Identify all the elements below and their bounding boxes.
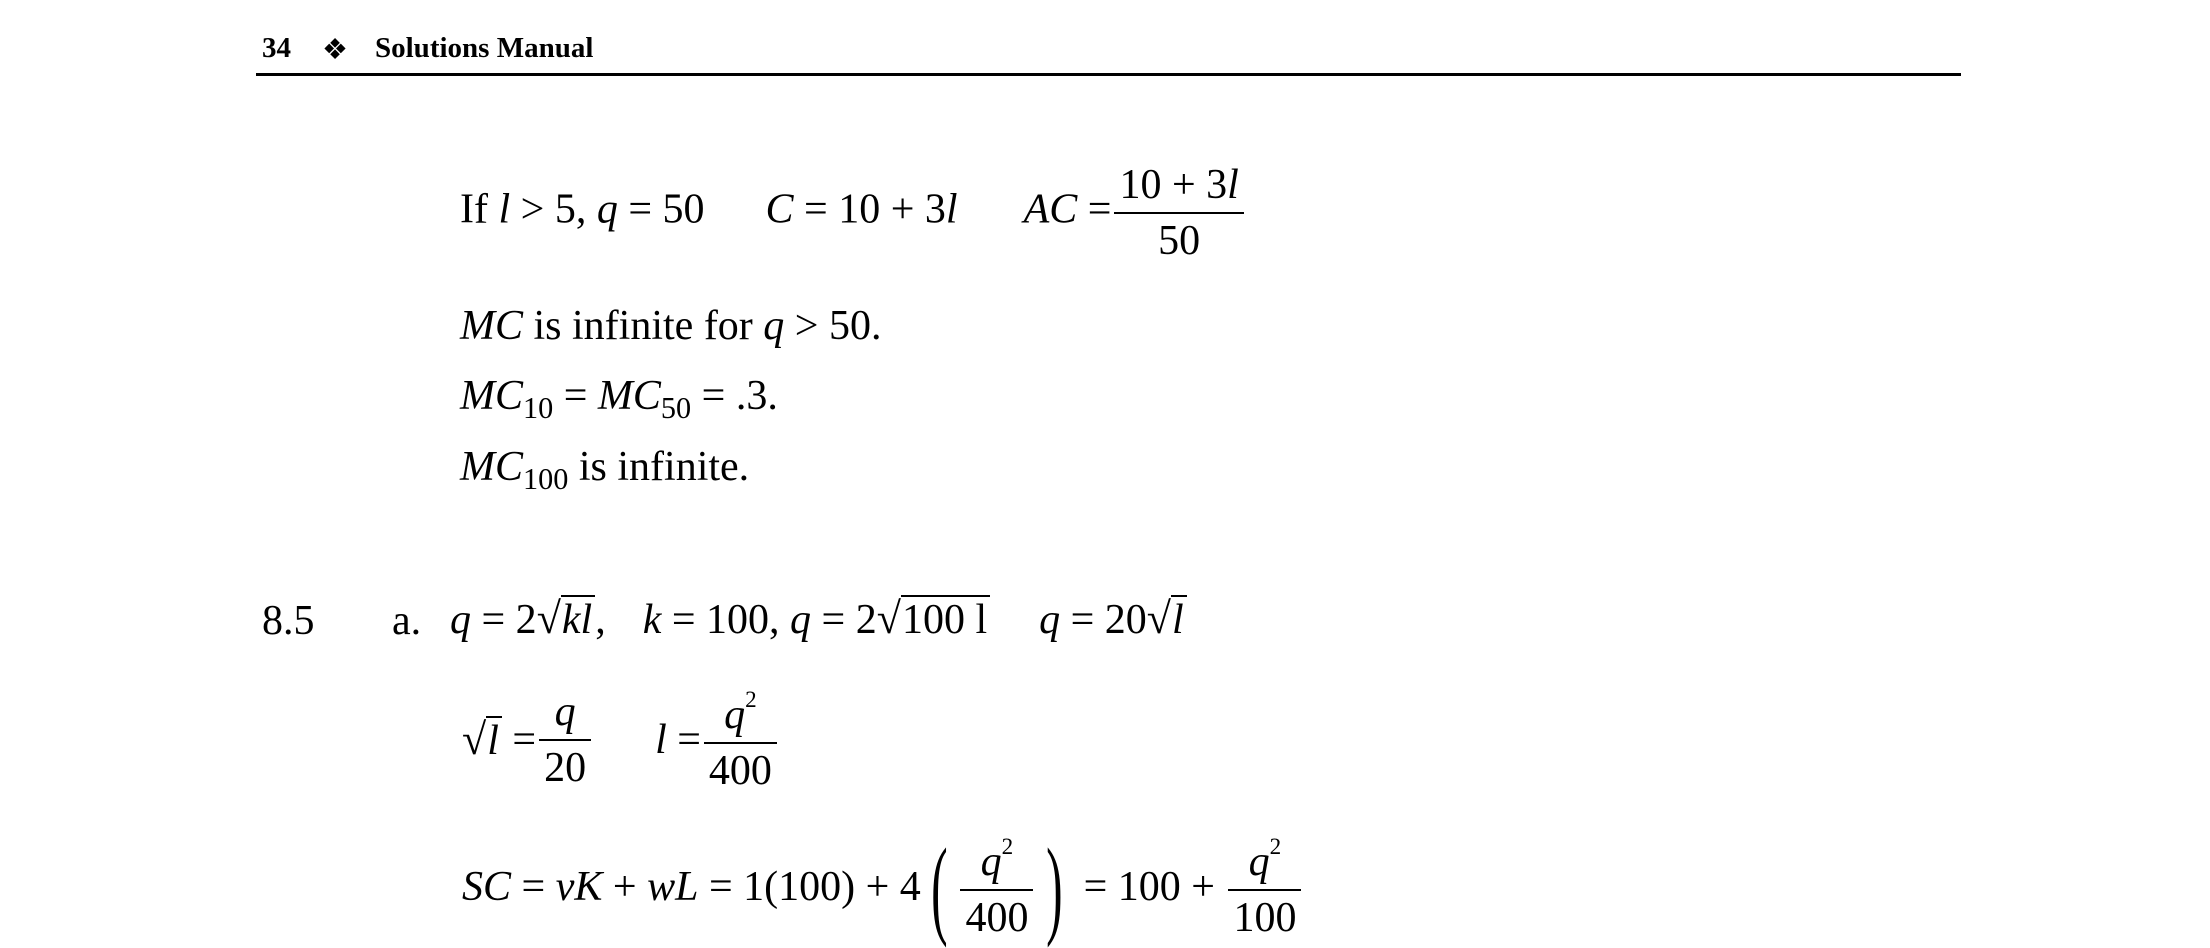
production-function-line <box>450 594 1187 643</box>
fraction-q2-400 <box>704 688 777 792</box>
sc-q-base-1: q <box>980 838 1002 885</box>
var-C: C <box>765 186 794 233</box>
var-SC: SC <box>462 864 512 910</box>
header-separator-icon: ❖ <box>322 34 348 66</box>
frac-400-den: 400 <box>708 747 772 794</box>
sqrt-l-lhs: √l <box>462 718 502 762</box>
eq-50: = 50 <box>617 186 705 233</box>
mc-equal-line <box>460 373 778 426</box>
var-K: K <box>574 864 603 910</box>
k-eq: = 100, <box>661 597 791 643</box>
var-l-solve: l <box>655 716 667 763</box>
sc-q-exp-2: 2 <box>1269 833 1282 860</box>
ac-eq: = <box>1077 186 1112 233</box>
var-v: v <box>555 864 575 910</box>
sc-frac2-num <box>1228 835 1301 891</box>
mc-tail: > 50. <box>784 303 882 349</box>
radicand-100l: 100 l <box>901 595 990 643</box>
fraction-q-20 <box>539 688 591 791</box>
var-MC-100: MC <box>460 444 523 490</box>
var-L: L <box>675 864 699 910</box>
var-q-3: q <box>1039 597 1061 643</box>
ac-num-text: 10 + 3 <box>1119 162 1228 208</box>
running-title: Solutions Manual <box>375 32 594 64</box>
mc-infinite-line <box>460 305 881 347</box>
sub-10: 10 <box>523 391 554 426</box>
mc-100-tail: is infinite. <box>568 444 750 490</box>
sc-plus: + <box>602 864 648 910</box>
comma: , <box>595 597 606 643</box>
sc-frac1-den: 400 <box>965 894 1029 941</box>
var-w: w <box>647 864 676 910</box>
sc-rhs: = 1(100) + 4 <box>698 864 921 910</box>
sc-eq: = <box>511 864 556 910</box>
eq-b: = <box>666 716 701 763</box>
problem-number: 8.5 <box>262 598 315 644</box>
sc-q-exp-1: 2 <box>1001 833 1014 860</box>
var-l: l <box>498 186 511 233</box>
mc-100-line <box>460 444 750 497</box>
sc-frac2-den: 100 <box>1233 894 1297 941</box>
sub-50: 50 <box>660 391 692 426</box>
var-q-mc: q <box>763 303 785 349</box>
var-AC: AC <box>1023 186 1078 233</box>
frac-q2-num <box>704 688 777 744</box>
cost-rhs: = 10 + 3 <box>793 186 946 233</box>
mc-text: is infinite for <box>523 303 764 349</box>
short-run-cost-line <box>462 826 1304 948</box>
var-q-1: q <box>450 597 471 643</box>
frac-q-num: q <box>539 691 591 741</box>
mc-eq-tail: = .3. <box>691 373 778 419</box>
mc-eq: = <box>553 373 598 419</box>
radicand-kl: kl <box>561 595 595 643</box>
if-text: If <box>460 186 499 233</box>
header-rule <box>256 73 1961 76</box>
frac-20-den: 20 <box>544 744 587 791</box>
ac-denominator: 50 <box>1158 218 1201 264</box>
radicand-l-lhs: l <box>486 716 502 764</box>
labor-solution-line <box>462 688 780 792</box>
var-q-2: q <box>790 597 812 643</box>
var-q: q <box>596 186 618 233</box>
sqrt-l: √l <box>1147 597 1187 641</box>
var-MC-10: MC <box>460 373 523 419</box>
q-squared-exp: 2 <box>745 686 757 712</box>
var-l-cost: l <box>945 186 958 233</box>
left-paren: ( <box>930 826 948 948</box>
ac-fraction <box>1114 164 1243 262</box>
sc-frac1-num <box>960 835 1033 891</box>
gt-5: > 5, <box>510 186 597 233</box>
part-label: a. <box>392 598 422 644</box>
eq-2-b: = 2 <box>811 597 877 643</box>
fraction-q2-400-sc <box>960 835 1033 939</box>
ac-numerator <box>1114 164 1243 214</box>
sc-q-base-2: q <box>1248 838 1270 885</box>
var-MC: MC <box>460 303 523 349</box>
sqrt-kl: √kl <box>537 597 596 641</box>
right-paren: ) <box>1046 826 1064 948</box>
eq-a: = <box>501 716 537 763</box>
sub-100: 100 <box>523 462 569 497</box>
fraction-q2-100 <box>1228 835 1301 939</box>
eq-20: = 20 <box>1060 597 1147 643</box>
q-squared-base: q <box>724 691 746 738</box>
radicand-l: l <box>1171 595 1187 643</box>
sqrt-100l: √100 l <box>877 597 990 641</box>
sc-eq2: = 100 + <box>1073 864 1226 910</box>
page-number: 34 <box>262 32 291 64</box>
var-MC-50: MC <box>597 373 661 419</box>
ac-num-l: l <box>1227 162 1239 208</box>
var-k: k <box>642 597 662 643</box>
eq-2-a: = 2 <box>471 597 537 643</box>
equation-line-1 <box>460 164 1247 262</box>
